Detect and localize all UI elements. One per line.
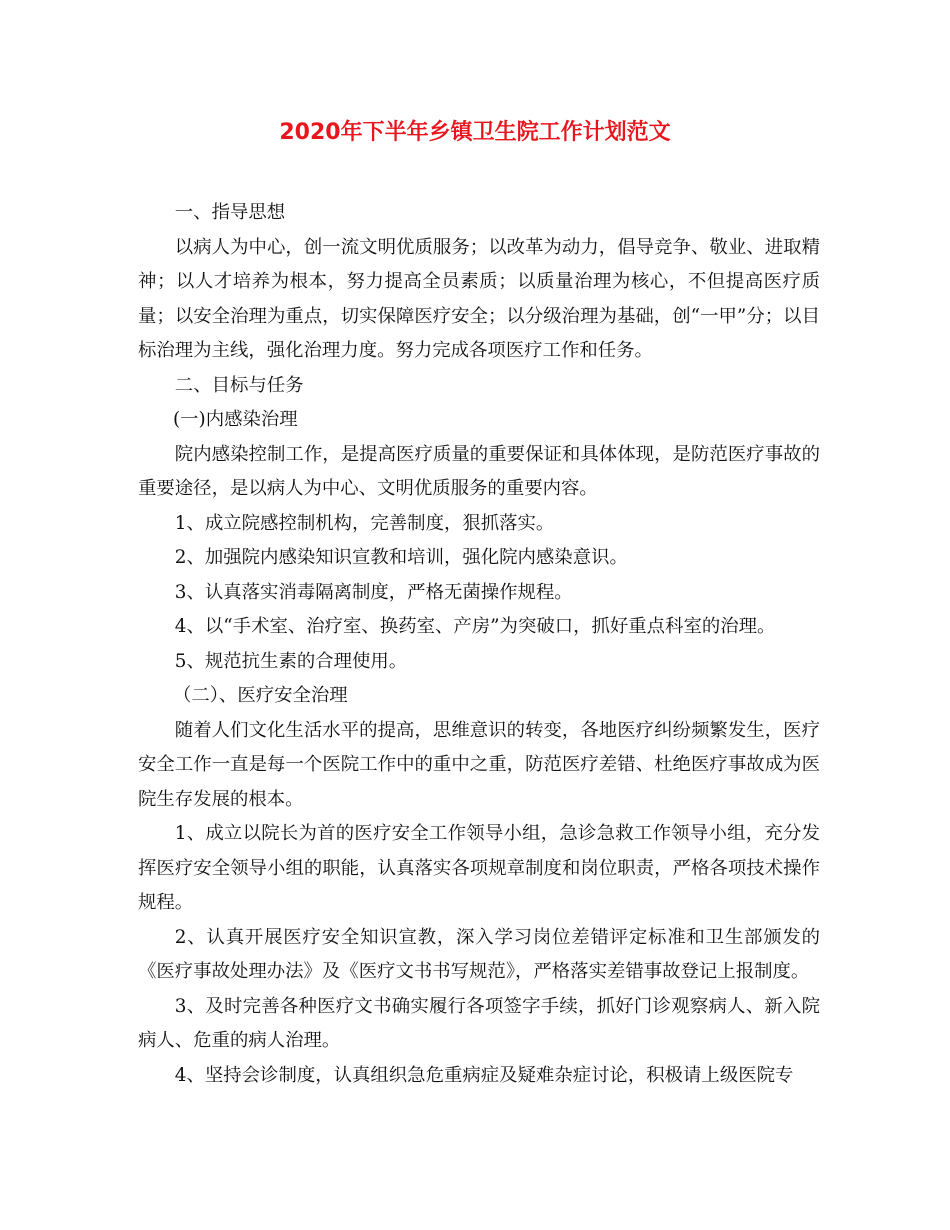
section-heading-goals-tasks: 二、目标与任务 [174,374,304,396]
list-item-infection-2: 2、加强院内感染知识宣教和培训，强化院内感染意识。 [174,547,628,568]
subsection-heading-infection-control: (一)内感染治理 [172,409,298,430]
paragraph-infection-intro: 院内感染控制工作，是提高医疗质量的重要保证和具体体现，是防范医疗事故的重要途径，是以病人为中心、文明优质服务的重要内容。 [138,443,820,499]
list-item-safety-2: 2、认真开展医疗安全知识宣教，深入学习岗位差错评定标准和卫生部颁发的《医疗事故处理办法》及《医疗文书书写规范》，严格落实差错事故登记上报制度。 [138,926,820,982]
list-item-infection-3: 3、认真落实消毒隔离制度，严格无菌操作规程。 [174,581,573,603]
paragraph-guiding-ideology: 以病人为中心，创一流文明优质服务；以改革为动力，倡导竞争、敬业、进取精神；以人才培养为根本，努力提高全员素质；以质量治理为核心，不但提高医疗质量；以安全治理为重点，切实保障医疗安全；以分级治理为基础，创“一甲”分；以目标治理为主线，强化治理力度。努力完成各项医疗工作和任务。 [138,236,820,361]
list-item-infection-1: 1、成立院感控制机构，完善制度，狠抓落实。 [174,512,555,534]
document-body [138,196,820,1093]
subsection-heading-medical-safety: （二）、医疗安全治理 [172,685,348,706]
document-title: 2020年下半年乡镇卫生院工作计划范文 [279,120,671,145]
paragraph-medical-safety-intro: 随着人们文化生活水平的提高，思维意识的转变，各地医疗纠纷频繁发生，医疗安全工作一直是每一个医院工作中的重中之重，防范医疗差错、杜绝医疗事故成为医院生存发展的根本。 [138,719,820,810]
list-item-infection-5: 5、规范抗生素的合理使用。 [174,650,408,672]
list-item-safety-4: 4、坚持会诊制度，认真组织急危重病症及疑难杂症讨论，积极请上级医院专 [174,1064,794,1086]
section-heading-guiding-ideology: 一、指导思想 [174,202,286,223]
list-item-safety-3: 3、及时完善各种医疗文书确实履行各项签字手续，抓好门诊观察病人、新入院病人、危重的病人治理。 [138,995,820,1051]
list-item-infection-4: 4、以“手术室、治疗室、换药室、产房”为突破口，抓好重点科室的治理。 [174,616,776,637]
list-item-safety-1: 1、成立以院长为首的医疗安全工作领导小组，急诊急救工作领导小组，充分发挥医疗安全领导小组的职能，认真落实各项规章制度和岗位职责，严格各项技术操作规程。 [138,823,820,913]
